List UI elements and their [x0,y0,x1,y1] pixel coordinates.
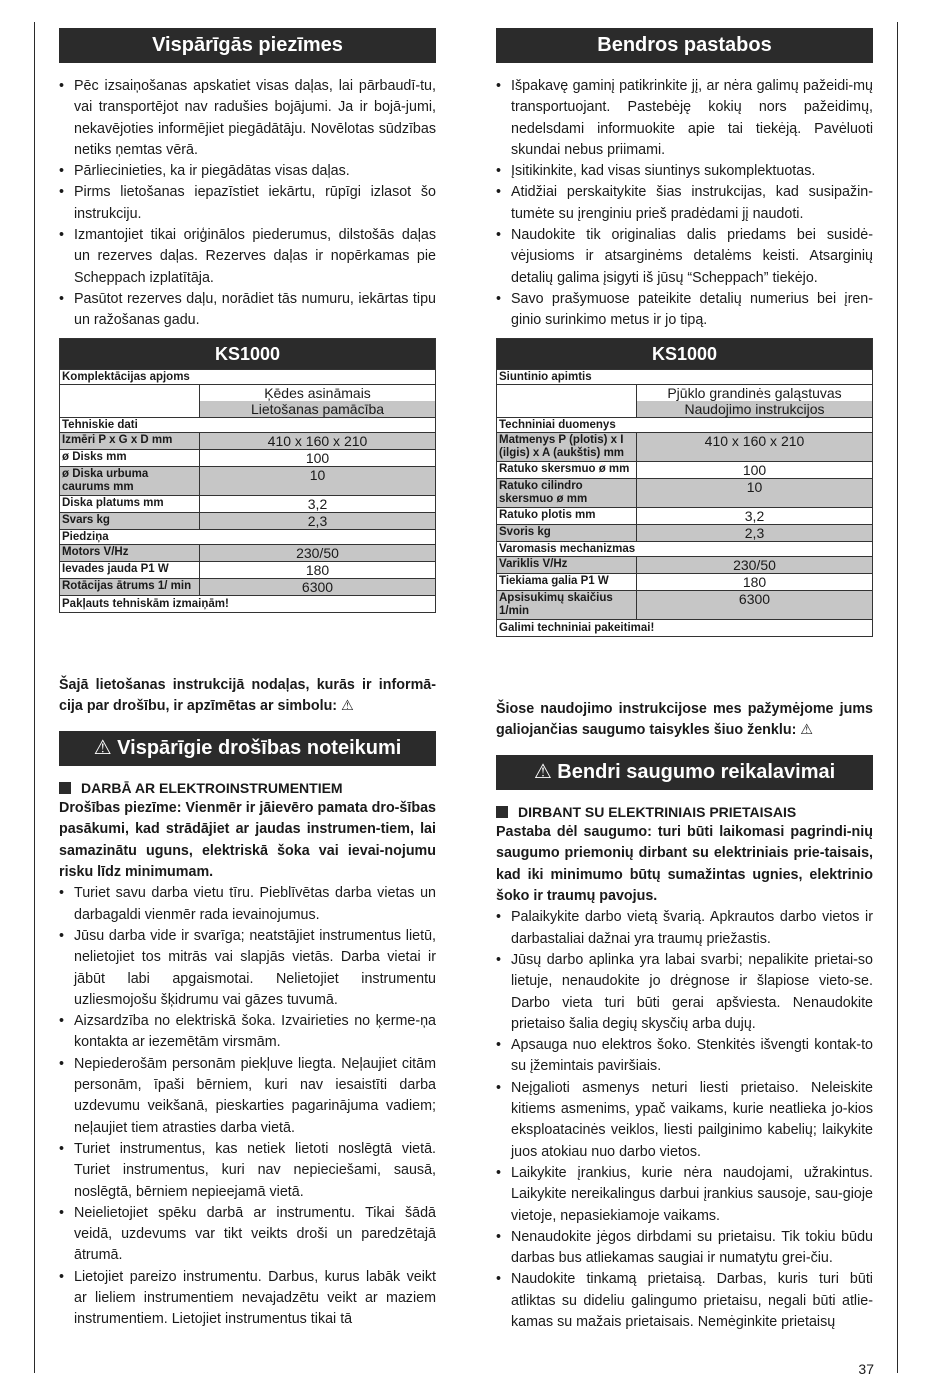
section-title [59,778,436,798]
list-item: • Pēc izsaiņošanas apskatiet visas daļas, lai pārbaudī-tu, vai transportējot nav radušies bojājumi. Ja ir bojā-jumi, nekavējoties informējiet piegādātāju. Novēlotas sūdzības netiks ņemtas vērā. [59,76,436,161]
spec-footnote: Pakļauts tehniskām izmaiņām! [60,595,435,612]
section-title-text: DIRBANT SU ELEKTRINIAIS PRIETAISAIS [518,804,797,821]
list-item: • Atidžiai perskaitykite šias instrukcijas, kad susipažin-tumėte su įrenginiu prieš pradėdami jį naudoti. [496,182,873,225]
row-label: Matmenys P (plotis) x I (ilgis) x A (aukštis) mm [497,433,637,461]
row-value: 180 [742,573,767,590]
general-notes-heading: Vispārīgās piezīmes [59,28,436,63]
list-item: • Pirms lietošanas iepazīstiet iekārtu, rūpīgi izlasot šo instrukciju. [59,182,436,225]
table-row [497,573,872,590]
safety-symbol-intro: Šajā lietošanas instrukcijā nodaļas, kurās ir informā-cija par drošību, ir apzīmētas ar simbolu: ⚠ [59,676,436,714]
list-item: • Turiet instrumentus, kas netiek lietoti noslēgtā vietā. Turiet instrumentus, kuri nav nepieciešami, sausā, noslēgtā, bērniem nepieejamā vietā. [59,1139,436,1203]
table-row [60,544,435,561]
row-label: Ratuko skersmuo ø mm [497,462,637,478]
safety-list [59,883,436,1330]
list-item: • Jūsų darbo aplinka yra labai svarbi; nepalikite prietai-so lietuje, nenaudokite jo drėgnose ir šlapiose vieto-se. Darbo vieta turi būti gerai apšviesta. Nenaudokite prietaiso šalia degių skysčių arba dujų. [496,950,873,1035]
row-label: Ievades jauda P1 W [60,562,200,578]
scope-value: Pjūklo grandinės galąstuvas [667,384,842,401]
spec-footnote: Galimi techniniai pakeitimai! [497,619,872,636]
list-item: • Neįgalioti asmenys neturi liesti prietaiso. Neleiskite kitiems asmenims, ypač vaikams, kurie neatlieka jo-kios eksploatacinės veiklos, liesti pailginimo kabelių; laikykite juos atokiau nuo darbo vietos. [496,1078,873,1163]
scope-spacer [497,385,637,417]
scope-label: Komplektācijas apjoms [60,369,435,384]
table-row [497,507,872,524]
row-label: ø Diska urbuma caurums mm [60,467,200,495]
row-value: 410 x 160 x 210 [704,432,805,449]
row-label: Ratuko plotis mm [497,508,637,524]
list-item: • Savo prašymuose pateikite detalių numerius bei įren-ginio surinkimo metus ir jo tipą. [496,289,873,332]
row-label: ø Disks mm [60,450,200,466]
list-item: • Naudokite tik originalias dalis priedams bei susidė-vėjusioms ir atsarginėms detalėms keisti. Atsarginių detalių galima įsigyti iš jūsų “Scheppach” tiekėjo. [496,225,873,289]
row-value: 3,2 [307,495,328,512]
table-row [497,384,872,417]
section-marker-icon [496,806,508,818]
list-item: • Neielietojiet spēku darbā ar instrumentu. Tikai šādā veidā, uzdevums var tikt veikts droši un paredzētajā ātrumā. [59,1203,436,1267]
list-item: • Palaikykite darbo vietą švarią. Apkrautos darbo vietos ir darbastaliai dažnai yra traumų priežastis. [496,907,873,950]
row-value: 2,3 [307,512,328,529]
spec-table [59,338,436,613]
drive-label: Piedziņa [60,529,435,544]
row-label: Ratuko cilindro skersmuo ø mm [497,479,637,507]
table-row [60,432,435,449]
row-label: Svoris kg [497,525,637,541]
safety-rules-heading: ⚠ Vispārīgie drošības noteikumi [59,731,436,766]
list-item: • Naudokite tinkamą prietaisą. Darbas, kuris turi būti atliktas su dideliu galingumo prietaisu, negali būti atlie-kamas su mažais prietaisais. Nemėginkite prietaisų [496,1269,873,1333]
row-value: 6300 [738,590,771,607]
table-row [497,556,872,573]
row-value: 180 [305,561,330,578]
table-row [60,512,435,529]
table-row [60,578,435,595]
table-row [60,466,435,495]
safety-rules-heading: ⚠ Bendri saugumo reikalavimai [496,755,873,790]
general-notes-list [59,76,436,332]
tech-data-label: Techniniai duomenys [497,417,872,432]
left-column [59,28,436,1331]
row-label: Izmēri P x G x D mm [60,433,200,449]
row-label: Svars kg [60,513,200,529]
row-label: Motors V/Hz [60,545,200,561]
row-value: 10 [746,478,763,495]
section-marker-icon [59,782,71,794]
table-row [497,432,872,461]
row-label: Rotācijas ātrums 1/ min [60,579,200,595]
row-value: 230/50 [296,544,339,561]
table-row [497,478,872,507]
spec-table [496,338,873,637]
list-item: • Izmantojiet tikai oriģinālos piederumus, dilstošās daļas un rezerves daļas. Rezerves daļas ir nopērkamas pie Scheppach izplatītāja. [59,225,436,289]
list-item: • Aizsardzība no elektriskā šoka. Izvairieties no ķerme-ņa kontakta ar iezemētām virsmām. [59,1011,436,1054]
row-value: 2,3 [744,524,765,541]
scope-spacer [60,385,200,417]
scope-values [637,385,872,417]
row-value: 6300 [301,578,334,595]
spec-table-title: KS1000 [60,339,435,369]
row-label: Tiekiama galia P1 W [497,574,637,590]
table-row [497,461,872,478]
scope-value: Lietošanas pamācība [200,401,435,417]
row-label: Apsisukimų skaičius 1/min [497,591,637,619]
page-number: 37 [858,1361,874,1377]
safety-note: Drošības piezīme: Vienmēr ir jāievēro pamata dro-šības pasākumi, kad strādājiet ar jaudas instrumen-tiem, lai samazinātu uguns, elektriskā šoka vai ievai-nojumu risku līdz minimumam. [59,800,436,881]
list-item: • Pārliecinieties, ka ir piegādātas visas daļas. [59,161,436,182]
scope-values [200,385,435,417]
row-value: 100 [742,461,767,478]
general-notes-heading: Bendros pastabos [496,28,873,63]
row-label: Variklis V/Hz [497,557,637,573]
left-margin-rule [34,22,35,1373]
list-item: • Jūsu darba vide ir svarīga; neatstājiet instrumentus lietū, nelietojiet tos mitrās vai slapjās vietās. Darba vietai ir jābūt labi apgaismotai. Nelietojiet instrumentu uzliesmojošu šķidrumu vai gāzes tuvumā. [59,926,436,1011]
row-label: Diska platums mm [60,496,200,512]
list-item: • Įsitikinkite, kad visas siuntinys sukomplektuotas. [496,161,873,182]
scope-value: Naudojimo instrukcijos [637,401,872,417]
drive-label: Varomasis mechanizmas [497,541,872,556]
row-value: 100 [305,449,330,466]
table-row [60,561,435,578]
row-value: 3,2 [744,507,765,524]
table-row [60,449,435,466]
safety-symbol-intro: Šiose naudojimo instrukcijose mes pažymėjome jums galiojančias saugumo taisykles šiuo ženklu: ⚠ [496,700,873,738]
table-row [497,590,872,619]
list-item: • Pasūtot rezerves daļu, norādiet tās numuru, iekārtas tipu un ražošanas gadu. [59,289,436,332]
scope-label: Siuntinio apimtis [497,369,872,384]
general-notes-list [496,76,873,332]
list-item: • Apsauga nuo elektros šoko. Stenkitės išvengti kontak-to su įžemintais paviršiais. [496,1035,873,1078]
list-item: • Laikykite įrankius, kurie nėra naudojami, užrakintus. Laikykite nereikalingus darbui įrankius sausoje, sau-gioje vietoje, nepasiekiamoje vaikams. [496,1163,873,1227]
table-row [60,384,435,417]
list-item: • Lietojiet pareizo instrumentu. Darbus, kurus labāk veikt ar lieliem instrumentiem nevajadzētu veikt ar maziem instrumentiem. Lietojiet instrumentus tikai tā [59,1267,436,1331]
list-item: • Nepiederošām personām piekļuve liegta. Neļaujiet citām personām, īpaši bērniem, kuri nav iesaistīti darba uzdevumu veikšanā, pieskarties pagarinājuma vadiem; neļaujiet tiem atrasties darba vietā. [59,1054,436,1139]
list-item: • Išpakavę gaminį patikrinkite jį, ar nėra galimų pažeidi-mų transportuojant. Pastebėję kokių nors pažeidimų, nedelsdami informuokite apie tai tiekėją. Pavėluoti skundai nebus priimami. [496,76,873,161]
safety-list [496,907,873,1333]
list-item: • Nenaudokite jėgos dirbdami su prietaisu. Tik tokiu būdu darbas bus atliekamas saugiai ir numatytu grei-čiu. [496,1227,873,1270]
safety-note: Pastaba dėl saugumo: turi būti laikomasi pagrindi-nių saugumo priemonių dirbant su elektriniais prie-taisais, kad iki minimumo būtų sumažintas ugnies, elektrinio šoko ir traumų pavojus. [496,824,873,905]
right-margin-rule [897,22,898,1373]
section-title-text: DARBĀ AR ELEKTROINSTRUMENTIEM [81,780,343,797]
section-title [496,802,873,822]
row-value: 410 x 160 x 210 [267,432,368,449]
right-column [496,28,873,1333]
spec-table-title: KS1000 [497,339,872,369]
table-row [497,524,872,541]
list-item: • Turiet savu darba vietu tīru. Pieblīvētas darba vietas un darbagaldi vienmēr rada ievainojumus. [59,883,436,926]
table-row [60,495,435,512]
scope-value: Ķēdes asināmais [264,384,371,401]
row-value: 10 [309,466,326,483]
tech-data-label: Tehniskie dati [60,417,435,432]
row-value: 230/50 [733,556,776,573]
